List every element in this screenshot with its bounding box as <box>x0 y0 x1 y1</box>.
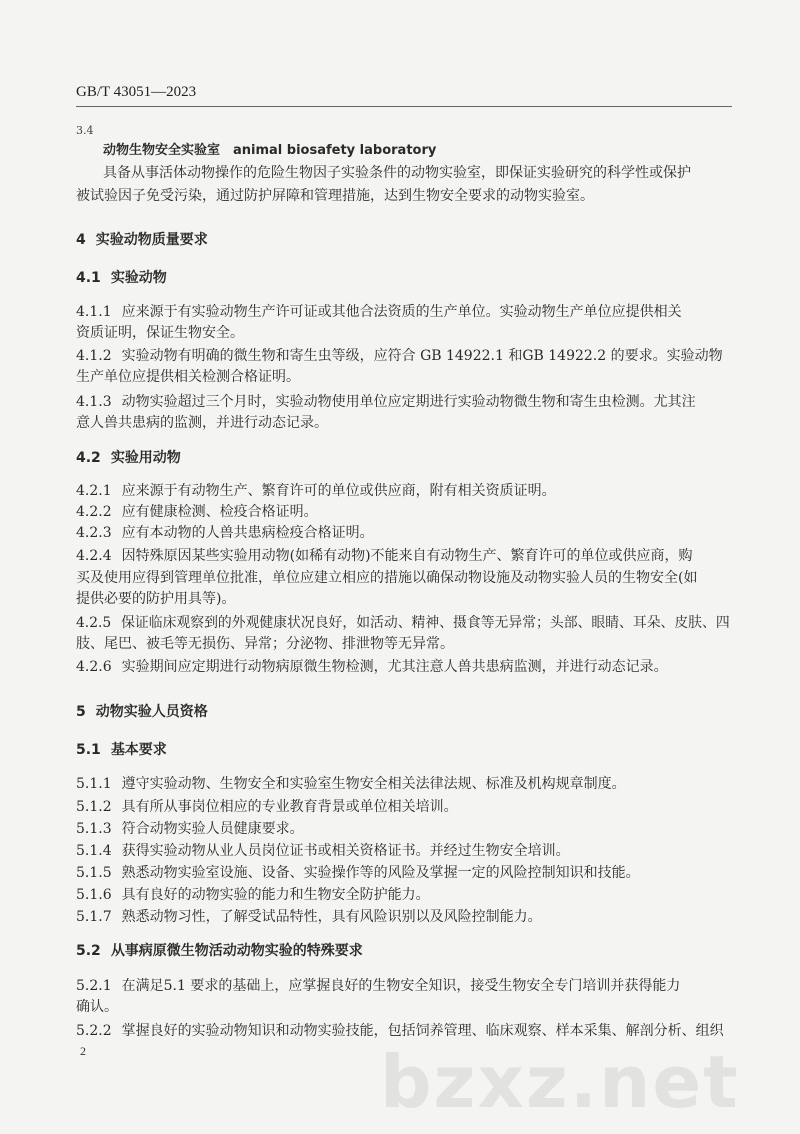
paragraph: 确认。 <box>76 999 118 1015</box>
subsection-heading: 5.2 从事病原微生物活动动物实验的特殊要求 <box>76 943 363 959</box>
section-heading: 4 实验动物质量要求 <box>76 232 208 248</box>
paragraph: 买及使用应得到管理单位批准，单位应建立相应的措施以确保动物设施及动物实验人员的生物安全(如 <box>76 570 698 586</box>
paragraph: 5.1.6 具有良好的动物实验的能力和生物安全防护能力。 <box>76 887 430 903</box>
paragraph: 4.2.2 应有健康检测、检疫合格证明。 <box>76 504 318 520</box>
paragraph: 4.2.1 应来源于有动物生产、繁育许可的单位或供应商，附有相关资质证明。 <box>76 483 556 499</box>
paragraph: 5.1.2 具有所从事岗位相应的专业教育背景或单位相关培训。 <box>76 799 458 815</box>
paragraph: 5.2.2 掌握良好的实验动物知识和动物实验技能，包括饲养管理、临床观察、样本采集、解剖分析、组织 <box>76 1023 724 1039</box>
page-number: 2 <box>80 1044 86 1058</box>
term-definition: 具备从事活体动物操作的危险生物因子实验条件的动物实验室，即保证实验研究的科学性或保护 <box>103 165 691 181</box>
paragraph: 5.1.5 熟悉动物实验室设施、设备、实验操作等的风险及掌握一定的风险控制知识和技能。 <box>76 865 640 881</box>
term-definition: 被试验因子免受污染，通过防护屏障和管理措施，达到生物安全要求的动物实验室。 <box>76 188 594 204</box>
paragraph: 5.1.1 遵守实验动物、生物安全和实验室生物安全相关法律法规、标准及机构规章制度。 <box>76 776 626 792</box>
paragraph: 提供必要的防护用具等)。 <box>76 591 236 607</box>
paragraph: 4.1.3 动物实验超过三个月时，实验动物使用单位应定期进行实验动物微生物和寄生虫检测。尤其注 <box>76 394 696 410</box>
paragraph: 资质证明，保证生物安全。 <box>76 325 244 341</box>
clause-number: 3.4 <box>76 124 94 137</box>
paragraph: 肢、尾巴、被毛等无损伤、异常；分泌物、排泄物等无异常。 <box>76 636 454 652</box>
paragraph: 4.1.1 应来源于有实验动物生产许可证或其他合法资质的生产单位。实验动物生产单位应提供相关 <box>76 304 682 320</box>
paragraph: 5.1.3 符合动物实验人员健康要求。 <box>76 821 304 837</box>
term-title: 动物生物安全实验室 animal biosafety laboratory <box>103 143 437 158</box>
subsection-heading: 4.2 实验用动物 <box>76 450 181 466</box>
standard-number: GB/T 43051—2023 <box>76 84 197 100</box>
paragraph: 生产单位应提供相关检测合格证明。 <box>76 369 300 385</box>
watermark: bzxz.net <box>380 1040 740 1124</box>
paragraph: 5.1.7 熟悉动物习性，了解受试品特性，具有风险识别以及风险控制能力。 <box>76 909 542 925</box>
subsection-heading: 5.1 基本要求 <box>76 742 167 758</box>
header-rule <box>76 106 732 107</box>
paragraph: 4.2.5 保证临床观察到的外观健康状况良好，如活动、精神、摄食等无异常；头部、眼睛、耳朵、皮肤、四 <box>76 615 730 631</box>
paragraph: 意人兽共患病的监测，并进行动态记录。 <box>76 415 328 431</box>
paragraph: 4.2.6 实验期间应定期进行动物病原微生物检测，尤其注意人兽共患病监测，并进行动态记录。 <box>76 659 668 675</box>
paragraph: 4.1.2 实验动物有明确的微生物和寄生虫等级，应符合 GB 14922.1 和GB 14922.2 的要求。实验动物 <box>76 348 723 364</box>
paragraph: 4.2.4 因特殊原因某些实验用动物(如稀有动物)不能来自有动物生产、繁育许可的单位或供应商，购 <box>76 548 693 564</box>
section-heading: 5 动物实验人员资格 <box>76 704 208 720</box>
paragraph: 5.1.4 获得实验动物从业人员岗位证书或相关资格证书。并经过生物安全培训。 <box>76 843 570 859</box>
subsection-heading: 4.1 实验动物 <box>76 270 167 286</box>
paragraph: 4.2.3 应有本动物的人兽共患病检疫合格证明。 <box>76 525 374 541</box>
paragraph: 5.2.1 在满足5.1 要求的基础上，应掌握良好的生物安全知识，接受生物安全专门培训并获得能力 <box>76 978 681 994</box>
